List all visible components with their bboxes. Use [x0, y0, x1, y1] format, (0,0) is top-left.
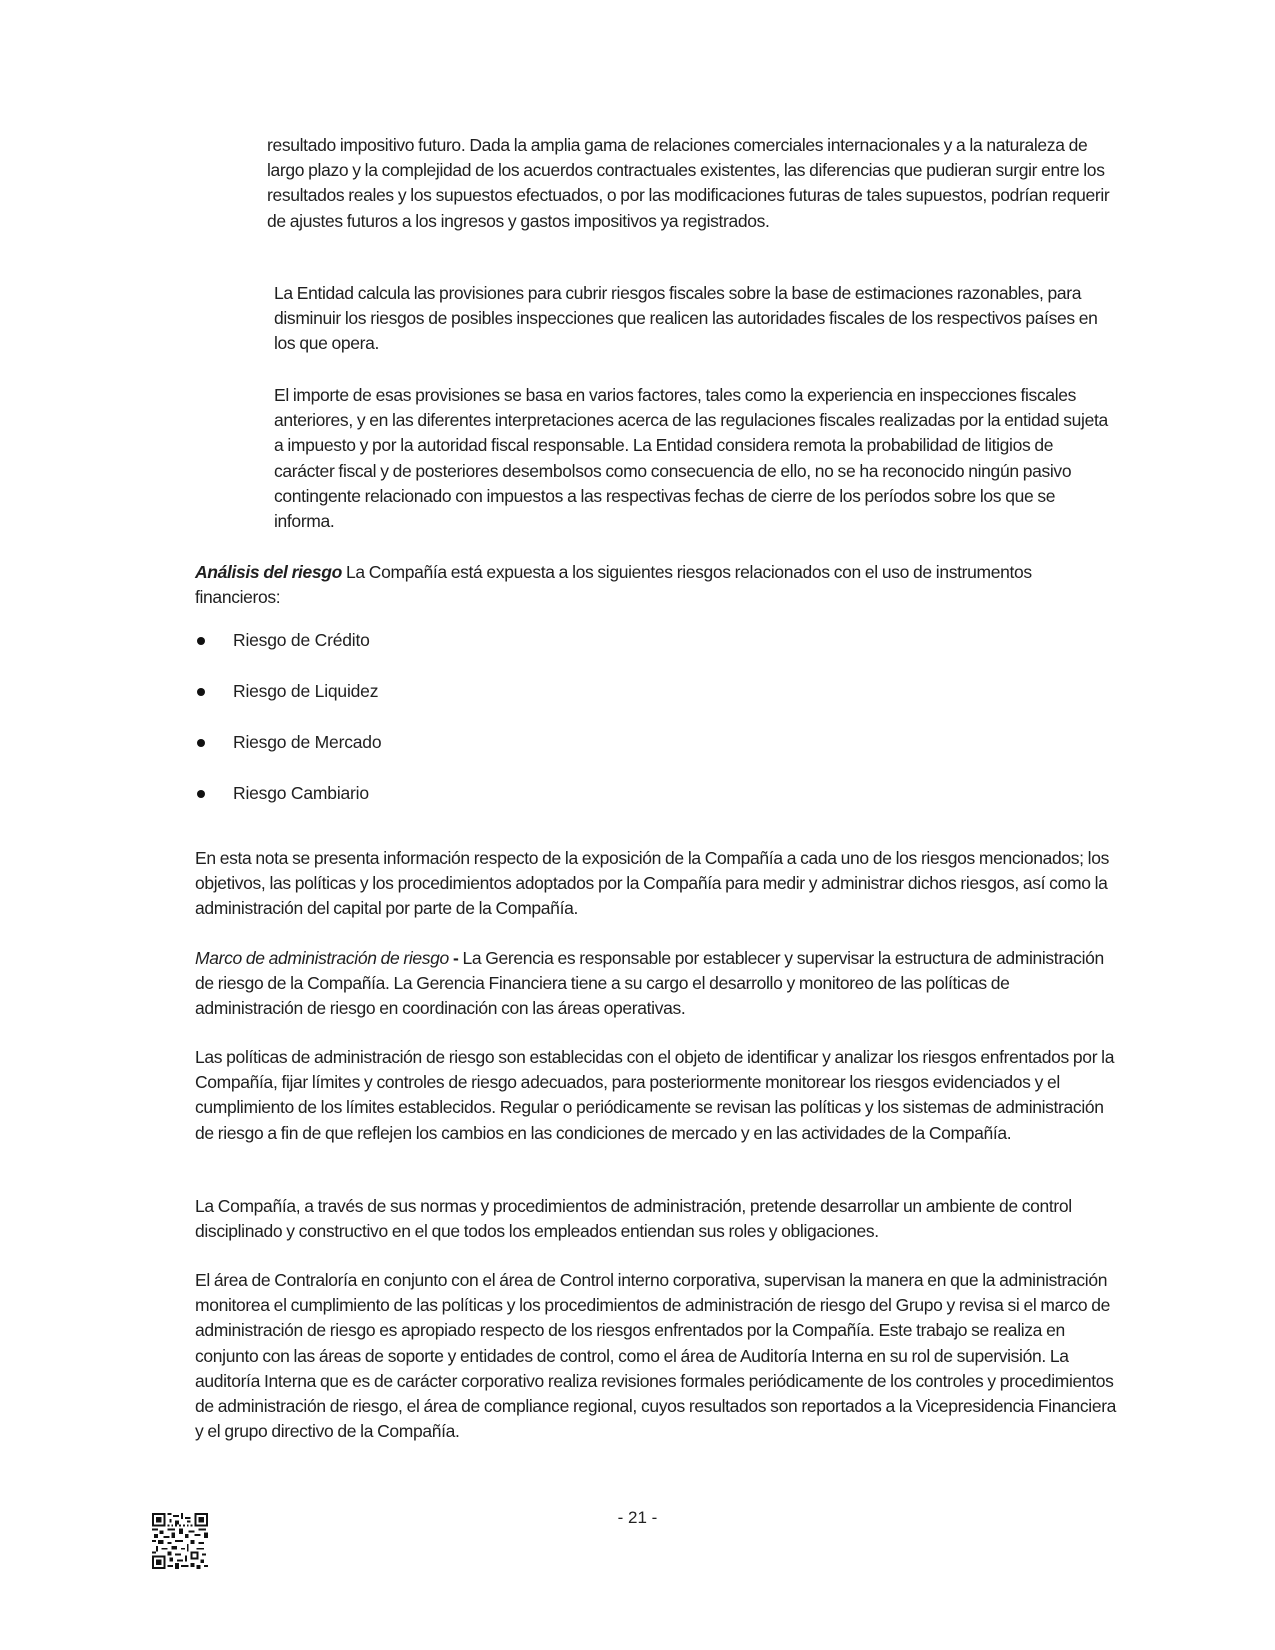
bullet-icon	[197, 790, 205, 798]
risk-framework-text: La Gerencia es responsable por establecer y supervisar la estructura de administración de riesgo de la Compañía. La Gerencia Financiera tiene a su cargo el desarrollo y monitoreo de las políticas de administración de riesgo en coordinación con las áreas operativas.	[195, 948, 1104, 1019]
paragraph-risk-policies: Las políticas de administración de riesgo son establecidas con el objeto de identificar y analizar los riesgos enfrentados por la Compañía, fijar límites y controles de riesgo adecuados, para posteriormente monitorear los riesgos evidenciados y el cumplimiento de los límites establecidos. Regular o periódicamente se revisan las políticas y los sistemas de administración de riesgo a fin de que reflejen los cambios en las condiciones de mercado y en las actividades de la Compañía.	[195, 1047, 1115, 1143]
list-item-label: Riesgo Cambiario	[233, 783, 369, 803]
paragraph-comptroller: El área de Contraloría en conjunto con el área de Control interno corporativa, supervisan la manera en que la administración monitorea el cumplimiento de las políticas y los procedimientos de administración de riesgo del Grupo y revisa si el marco de administración de riesgo es apropiado respecto de los riesgos enfrentados por la Compañía. Este trabajo se realiza en conjunto con las áreas de soporte y entidades de control, como el área de Auditoría Interna en su rol de supervisión. La auditoría Interna que es de carácter corporativo realiza revisiones formales periódicamente de los controles y procedimientos de administración de riesgo, el área de compliance regional, cuyos resultados son reportados a la Vicepresidencia Financiera y el grupo directivo de la Compañía.	[195, 1270, 1117, 1442]
risk-analysis-text: La Compañía está expuesta a los siguientes riesgos relacionados con el uso de instrumentos financieros:	[195, 562, 1032, 608]
bullet-icon	[197, 739, 205, 747]
list-item-label: Riesgo de Mercado	[233, 732, 382, 752]
bullet-icon	[197, 637, 205, 645]
paragraph-risk-analysis	[195, 560, 1120, 610]
paragraph-provision-amount: El importe de esas provisiones se basa en varios factores, tales como la experiencia en inspecciones fiscales anteriores, y en las diferentes interpretaciones acerca de las regulaciones fiscales realizadas por la entidad sujeta a impuesto y por la autoridad fiscal responsable. La Entidad considera remota la probabilidad de litigios de carácter fiscal y de posteriores desembolsos como consecuencia de ello, no se ha reconocido ningún pasivo contingente relacionado con impuestos a las respectivas fechas de cierre de los períodos sobre los que se informa.	[274, 385, 1108, 532]
risk-framework-heading: Marco de administración de riesgo	[195, 948, 449, 968]
list-item-label: Riesgo de Crédito	[233, 630, 370, 650]
paragraph-note-exposure: En esta nota se presenta información respecto de la exposición de la Compañía a cada uno de los riesgos mencionados; los objetivos, las políticas y los procedimientos adoptados por la Compañía para medir y administrar dichos riesgos, así como la administración del capital por parte de la Compañía.	[195, 848, 1110, 919]
bullet-icon	[197, 688, 205, 696]
paragraph-risk-framework	[195, 946, 1120, 1022]
paragraph-control-environment: La Compañía, a través de sus normas y procedimientos de administración, pretende desarrollar un ambiente de control disciplinado y constructivo en el que todos los empleados entiendan sus roles y obligaciones.	[195, 1196, 1072, 1242]
paragraph-tax-provisions: La Entidad calcula las provisiones para cubrir riesgos fiscales sobre la base de estimaciones razonables, para disminuir los riesgos de posibles inspecciones que realicen las autoridades fiscales de los respectivos países en los que opera.	[274, 283, 1098, 354]
risk-analysis-heading: Análisis del riesgo	[195, 562, 342, 582]
heading-separator: -	[448, 948, 463, 968]
page-number: - 21 -	[617, 1508, 658, 1527]
paragraph-tax-result: resultado impositivo futuro. Dada la amplia gama de relaciones comerciales internacionales y a la naturaleza de largo plazo y la complejidad de los acuerdos contractuales existentes, las diferencias que pudieran surgir entre los resultados reales y los supuestos efectuados, o por las modificaciones futuras de tales supuestos, podrían requerir de ajustes futuros a los ingresos y gastos impositivos ya registrados.	[267, 135, 1110, 231]
list-item-label: Riesgo de Liquidez	[233, 681, 379, 701]
